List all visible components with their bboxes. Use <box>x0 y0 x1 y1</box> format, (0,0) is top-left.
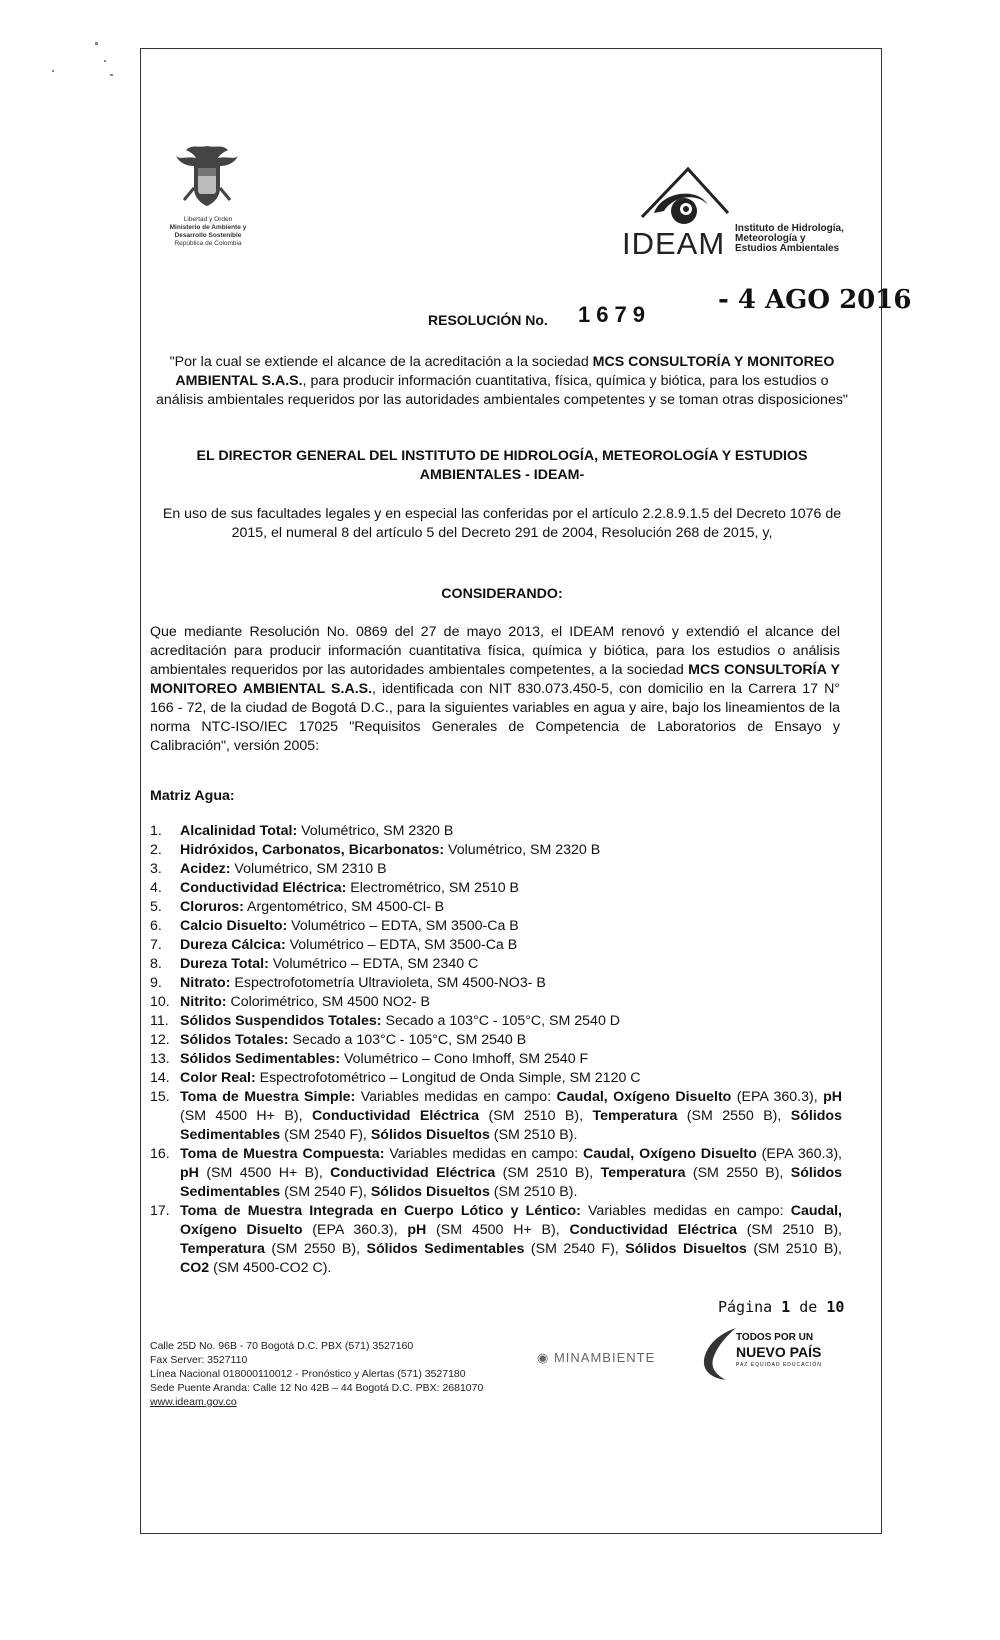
footer-website-link[interactable]: www.ideam.gov.co <box>150 1396 237 1408</box>
item-number: 9. <box>150 975 162 991</box>
item-method: (SM 2510 B), <box>736 1222 842 1238</box>
item-method: (SM 2510 B), <box>746 1241 842 1257</box>
item-number: 14. <box>150 1070 170 1086</box>
ministry-motto: Libertad y Orden <box>183 216 233 223</box>
list-item <box>150 822 842 841</box>
item-name: Dureza Total: <box>180 956 269 972</box>
item-method: Volumétrico – EDTA, SM 3500-Ca B <box>287 918 519 934</box>
minambiente-logo <box>537 1350 655 1366</box>
list-item <box>150 974 842 993</box>
minambiente-label: MINAMBIENTE <box>553 1350 656 1365</box>
item-name: Hidróxidos, Carbonatos, Bicarbonatos: <box>180 842 445 858</box>
ideam-inst-line-2: Meteorología y <box>735 233 806 244</box>
scan-speck <box>95 42 98 45</box>
item-method: Volumétrico – Cono Imhoff, SM 2540 F <box>340 1051 589 1067</box>
title-part-1: "Por la cual se extiende el alcance de la acreditación a la sociedad <box>169 354 593 370</box>
item-method: (SM 4500-CO2 C). <box>209 1260 332 1276</box>
item-number: 5. <box>150 899 162 915</box>
item-number: 1. <box>150 823 162 839</box>
item-variable: Sólidos Disueltos <box>370 1184 490 1200</box>
item-method: (SM 2510 B). <box>489 1127 578 1143</box>
colombia-crest-icon <box>172 142 242 212</box>
item-method: Secado a 103°C - 105°C, SM 2540 B <box>288 1032 527 1048</box>
item-method: (SM 4500 H+ B), <box>180 1108 312 1124</box>
todos-por-un-nuevo-pais-logo <box>700 1322 820 1382</box>
minambiente-crest-icon: ◉ <box>537 1350 550 1365</box>
item-number: 8. <box>150 956 162 972</box>
title-company: MCS CONSULTORÍA Y MONITOREO AMBIENTAL S.A.S. <box>175 354 835 389</box>
item-variable: Temperatura <box>600 1165 686 1181</box>
item-variable: Conductividad Eléctrica <box>569 1222 737 1238</box>
list-item <box>150 955 842 974</box>
list-item <box>150 1050 842 1069</box>
list-item <box>150 841 842 860</box>
item-number: 10. <box>150 994 170 1010</box>
footer-contact <box>150 1339 483 1409</box>
resolution-number: 1679 <box>578 302 651 327</box>
page-prefix: Página <box>718 1298 782 1316</box>
list-item <box>150 1031 842 1050</box>
item-name: Calcio Disuelto: <box>180 918 288 934</box>
item-number: 15. <box>150 1089 170 1105</box>
item-method: Argentométrico, SM 4500-Cl- B <box>243 899 445 915</box>
matriz-agua-label: Matriz Agua: <box>150 788 235 804</box>
item-number: 3. <box>150 861 162 877</box>
item-name: Sólidos Totales: <box>180 1032 289 1048</box>
todos-line-3: PAZ EQUIDAD EDUCACIÓN <box>736 1362 822 1368</box>
item-method: (SM 2550 B), <box>264 1241 367 1257</box>
item-variable: Conductividad Eléctrica <box>330 1165 496 1181</box>
item-name: Sólidos Sedimentables: <box>180 1051 341 1067</box>
resolution-date-stamp: - 4 AGO 2016 <box>718 285 912 315</box>
item-name: Acidez: <box>180 861 231 877</box>
item-name: Cloruros: <box>180 899 244 915</box>
list-item <box>150 860 842 879</box>
ministry-country: República de Colombia <box>174 240 242 247</box>
item-variable: Conductividad Eléctrica <box>311 1108 480 1124</box>
item-name: Sólidos Suspendidos Totales: <box>180 1013 382 1029</box>
variables-list <box>150 822 842 1278</box>
page-indicator <box>718 1298 844 1316</box>
item-variable: Temperatura <box>180 1241 265 1257</box>
paragraph-part-2: , identificada con NIT 830.073.450-5, con domicilio en la Carrera 17 N° 166 - 72, de la ciudad de Bogotá D.C., para la siguientes variables en agua y aire, bajo los lineamientos de la norma NTC-ISO/IEC 17025 "Requisitos Generales de Competencia de Laboratorios de Ensayo y Calibración", versión 2005: <box>150 681 840 754</box>
list-item-15 <box>150 1088 842 1145</box>
item-number: 17. <box>150 1203 170 1219</box>
footer-address: Calle 25D No. 96B - 70 Bogotá D.C. PBX (571) 3527160 <box>150 1340 414 1352</box>
item-text: Variables medidas en campo: <box>580 1203 791 1219</box>
page-total: 10 <box>826 1298 845 1316</box>
ministry-name-2: Desarrollo Sostenible <box>174 232 242 239</box>
ministry-caption <box>160 216 256 248</box>
item-method: (EPA 360.3), <box>302 1222 408 1238</box>
item-method: (EPA 360.3), <box>756 1146 842 1162</box>
paragraph-company: MCS CONSULTORÍA Y MONITOREO AMBIENTAL S.A.S. <box>150 662 840 697</box>
item-number: 2. <box>150 842 162 858</box>
footer-national-line: Línea Nacional 018000110012 - Pronóstico y Alertas (571) 3527180 <box>150 1368 466 1380</box>
item-name: Nitrito: <box>180 994 227 1010</box>
item-variable: CO2 <box>180 1260 210 1276</box>
footer-fax: Fax Server: 3527110 <box>150 1354 248 1366</box>
item-method: Volumétrico – EDTA, SM 3500-Ca B <box>285 937 518 953</box>
item-variable: Sólidos Sedimentables <box>366 1241 525 1257</box>
considerando-paragraph <box>150 623 840 756</box>
list-item <box>150 1069 842 1088</box>
item-number: 7. <box>150 937 162 953</box>
item-variable: pH <box>407 1222 427 1238</box>
item-method: Volumétrico – EDTA, SM 2340 C <box>268 956 479 972</box>
ideam-logo-icon <box>640 165 730 235</box>
item-method: (EPA 360.3), <box>731 1089 824 1105</box>
item-method: (SM 2510 B), <box>479 1108 593 1124</box>
page-separator: de <box>790 1298 827 1316</box>
item-name: Nitrato: <box>180 975 231 991</box>
todos-line-1: TODOS POR UN <box>736 1332 814 1343</box>
considerando-heading: CONSIDERANDO: <box>441 586 563 602</box>
item-name: Conductividad Eléctrica: <box>180 880 347 896</box>
item-name: Color Real: <box>180 1070 256 1086</box>
item-variable: Caudal, Oxígeno Disuelto <box>556 1089 732 1105</box>
item-method: (SM 2510 B). <box>489 1184 578 1200</box>
item-method: (SM 2540 F), <box>280 1184 371 1200</box>
item-method: (SM 2540 F), <box>280 1127 371 1143</box>
item-variable: Sólidos Sedimentables <box>180 1108 842 1143</box>
ideam-inst-line-3: Estudios Ambientales <box>735 243 840 254</box>
item-variable: Caudal, Oxígeno Disuelto <box>180 1203 842 1238</box>
item-name: Toma de Muestra Simple: <box>180 1089 356 1105</box>
todos-line-2: NUEVO PAÍS <box>736 1344 822 1360</box>
item-method: (SM 2540 F), <box>524 1241 626 1257</box>
scan-speck <box>52 70 54 72</box>
item-method: (SM 4500 H+ B), <box>198 1165 331 1181</box>
list-item <box>150 1012 842 1031</box>
ideam-inst-line-1: Instituto de Hidrología, <box>735 223 844 234</box>
list-item <box>150 936 842 955</box>
title-part-2: , para producir información cuantitativa, física, química y biótica, para los estudios o análisis ambientales requeridos por las autoridades ambientales competentes y se toman otras disposiciones" <box>156 373 848 408</box>
item-name: Toma de Muestra Integrada en Cuerpo Lótico y Léntico: <box>180 1203 581 1219</box>
item-number: 11. <box>150 1013 169 1029</box>
item-name: Dureza Cálcica: <box>180 937 286 953</box>
item-variable: Temperatura <box>592 1108 678 1124</box>
scan-speck <box>110 74 113 76</box>
item-number: 4. <box>150 880 162 896</box>
list-item <box>150 879 842 898</box>
list-item-16 <box>150 1145 842 1202</box>
item-method: (SM 2550 B), <box>685 1165 791 1181</box>
item-method: Espectrofotometría Ultravioleta, SM 4500-NO3- B <box>230 975 546 991</box>
item-name: Alcalinidad Total: <box>180 823 298 839</box>
ministry-name-1: Ministerio de Ambiente y <box>169 224 247 231</box>
item-method: (SM 4500 H+ B), <box>426 1222 570 1238</box>
facultades-paragraph: En uso de sus facultades legales y en especial las conferidas por el artículo 2.2.8.9.1.5 del Decreto 1076 de 2015, el numeral 8 del artículo 5 del Decreto 291 de 2004, Resolución 268 de 2015, y, <box>162 506 842 541</box>
item-method: Secado a 103°C - 105°C, SM 2540 D <box>381 1013 621 1029</box>
item-number: 12. <box>150 1032 170 1048</box>
item-method: Volumétrico, SM 2310 B <box>230 861 387 877</box>
resolution-title <box>152 353 852 410</box>
list-item <box>150 993 842 1012</box>
item-method: Electrométrico, SM 2510 B <box>346 880 520 896</box>
nuevo-pais-swoosh-icon <box>700 1326 738 1382</box>
resolution-label: RESOLUCIÓN No. <box>428 312 548 328</box>
item-text: Variables medidas en campo: <box>355 1089 557 1105</box>
item-variable: Sólidos Disueltos <box>625 1241 747 1257</box>
item-method: (SM 2510 B), <box>495 1165 601 1181</box>
item-text: Variables medidas en campo: <box>384 1146 583 1162</box>
ideam-institute-name <box>735 224 844 254</box>
page-number: 1 <box>781 1298 791 1316</box>
item-number: 6. <box>150 918 162 934</box>
director-heading: EL DIRECTOR GENERAL DEL INSTITUTO DE HIDROLOGÍA, METEOROLOGÍA Y ESTUDIOS AMBIENTALES - IDEAM- <box>196 448 808 483</box>
item-method: Espectrofotométrico – Longitud de Onda Simple, SM 2120 C <box>255 1070 641 1086</box>
paragraph-part-1: Que mediante Resolución No. 0869 del 27 de mayo 2013, el IDEAM renovó y extendió el alcance del acreditación para producir información cuantitativa física, química y biótica, para los estudios o análisis ambientales requeridos por las autoridades ambientales competentes, a la sociedad <box>150 624 840 678</box>
list-item-17 <box>150 1202 842 1278</box>
item-method: (SM 2550 B), <box>677 1108 791 1124</box>
item-name: Toma de Muestra Compuesta: <box>180 1146 385 1162</box>
item-method: Volumétrico, SM 2320 B <box>297 823 454 839</box>
item-variable: Caudal, Oxígeno Disuelto <box>582 1146 757 1162</box>
ideam-wordmark: IDEAM <box>622 226 726 261</box>
item-number: 13. <box>150 1051 170 1067</box>
item-variable: Sólidos Sedimentables <box>180 1165 843 1200</box>
item-method: Volumétrico, SM 2320 B <box>444 842 601 858</box>
item-variable: Sólidos Disueltos <box>370 1127 490 1143</box>
footer-branch: Sede Puente Aranda: Calle 12 No 42B – 44 Bogotá D.C. PBX: 2681070 <box>150 1382 484 1394</box>
item-variable: pH <box>823 1089 843 1105</box>
list-item <box>150 917 842 936</box>
item-method: Colorimétrico, SM 4500 NO2- B <box>226 994 430 1010</box>
item-number: 16. <box>150 1146 170 1162</box>
scan-speck <box>104 60 106 62</box>
list-item <box>150 898 842 917</box>
item-variable: pH <box>180 1165 199 1181</box>
